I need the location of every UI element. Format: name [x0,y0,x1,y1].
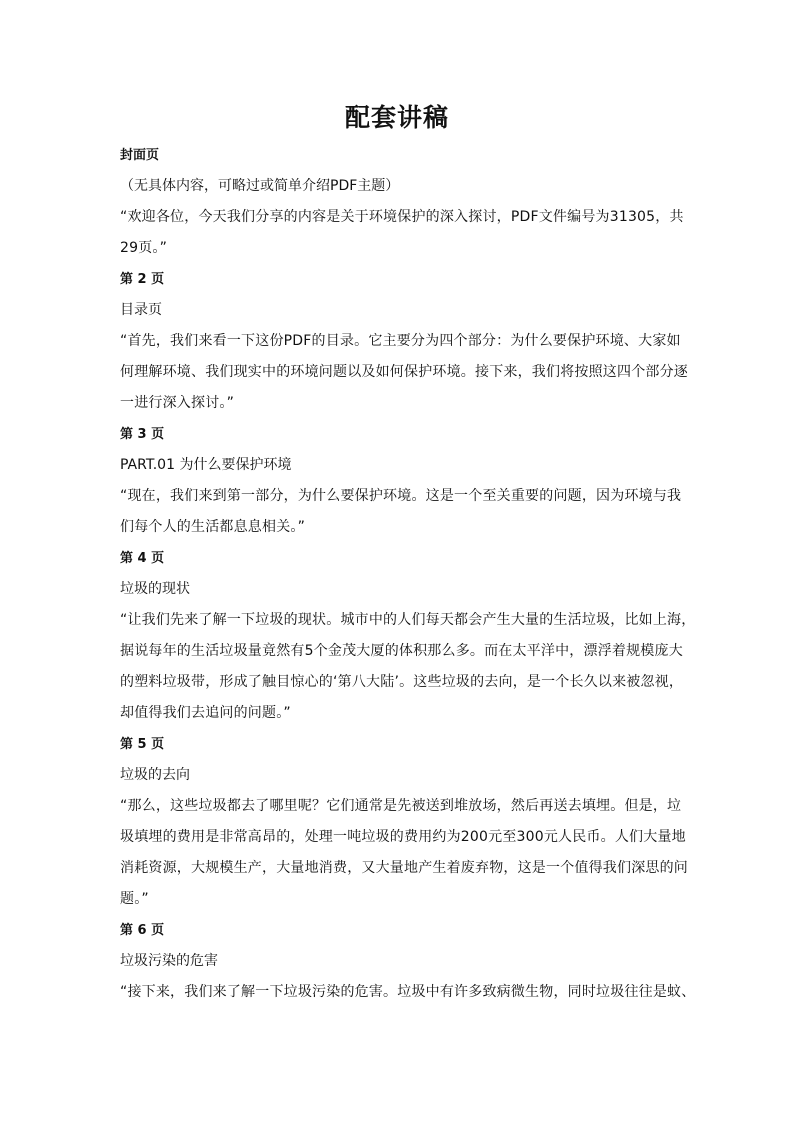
page-label-4: 第 4 页 [120,551,165,566]
page-label-cover: 封面页 [120,148,160,163]
section-heading: 垃圾的现状 [120,581,190,597]
page-label-2: 第 2 页 [120,272,165,287]
section-heading: 目录页 [120,302,162,318]
speech-line: 的塑料垃圾带，形成了触目惊心的‘第八大陆’。这些垃圾的去向，是一个长久以来被忽视， [120,674,684,690]
page-label-6: 第 6 页 [120,923,165,938]
speech-line: 题。” [120,891,149,907]
page-label-3: 第 3 页 [120,427,165,442]
section-heading: 垃圾的去向 [120,767,190,783]
speech-line: 何理解环境、我们现实中的环境问题以及如何保护环境。接下来，我们将按照这四个部分逐 [120,364,688,380]
document-title: 配套讲稿 [344,103,449,132]
page-label-5: 第 5 页 [120,737,165,752]
speech-line: 圾填埋的费用是非常高昂的，处理一吨垃圾的费用约为200元至300元人民币。人们大量地 [120,829,686,845]
section-heading: PART.01 为什么要保护环境 [120,457,292,473]
section-heading: （无具体内容，可略过或简单介绍PDF主题） [120,178,400,194]
speech-line: “首先，我们来看一下这份PDF的目录。它主要分为四个部分：为什么要保护环境、大家如 [120,333,681,349]
speech-line: “欢迎各位，今天我们分享的内容是关于环境保护的深入探讨，PDF文件编号为31305，共 [120,209,684,225]
speech-line: 消耗资源，大规模生产，大量地消费，又大量地产生着废弃物，这是一个值得我们深思的问 [120,860,688,876]
speech-line: 一进行深入探讨。” [120,395,235,411]
speech-line: 据说每年的生活垃圾量竟然有5个金茂大厦的体积那么多。而在太平洋中，漂浮着规模庞大 [120,643,683,659]
document-body [120,140,696,1008]
speech-line: 们每个人的生活都息息相关。” [120,519,306,535]
speech-line: 却值得我们去追问的问题。” [120,705,291,721]
speech-line: “接下来，我们来了解一下垃圾污染的危害。垃圾中有许多致病微生物，同时垃圾往往是蚊、 [120,984,696,1000]
section-heading: 垃圾污染的危害 [120,953,218,969]
speech-line: “那么，这些垃圾都去了哪里呢？它们通常是先被送到堆放场，然后再送去填埋。但是，垃 [120,798,682,814]
speech-line: 29页。” [120,240,168,256]
speech-line: “现在，我们来到第一部分，为什么要保护环境。这是一个至关重要的问题，因为环境与我 [120,488,682,504]
speech-line: “让我们先来了解一下垃圾的现状。城市中的人们每天都会产生大量的生活垃圾，比如上海， [120,612,696,628]
